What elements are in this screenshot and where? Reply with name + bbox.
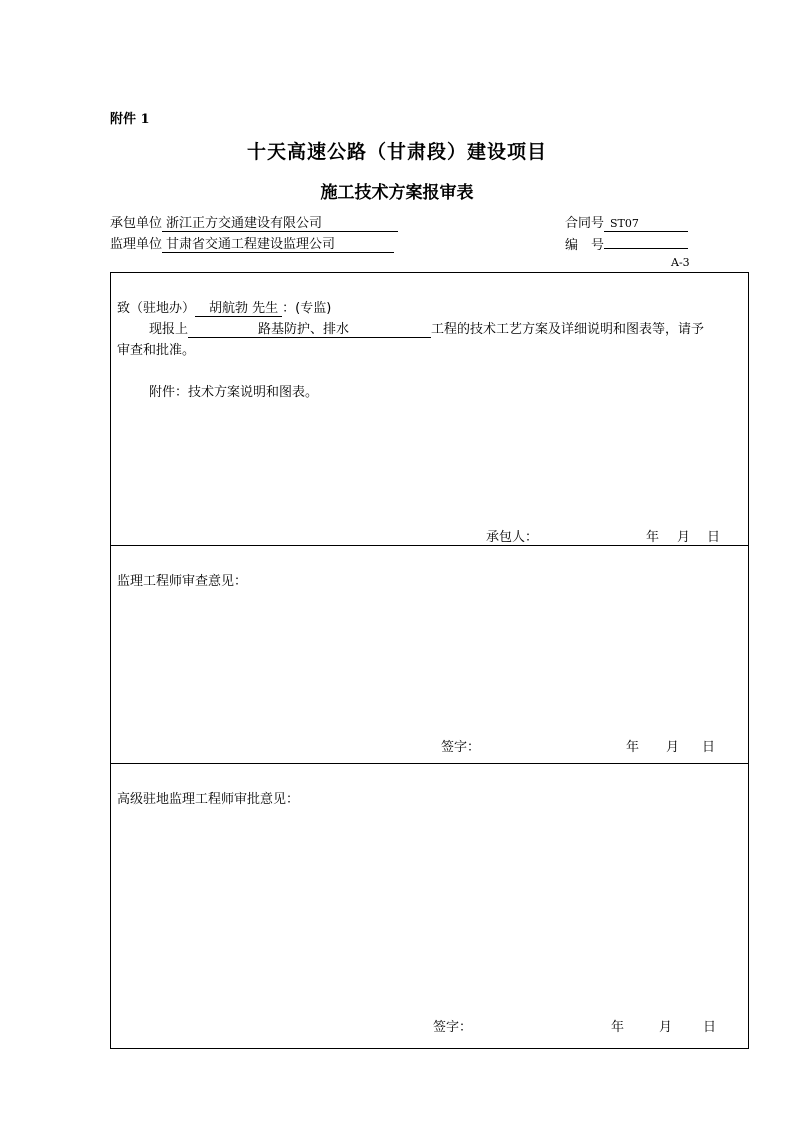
date-year: 年 <box>646 530 660 545</box>
page-title: 十天高速公路（甘肃段）建设项目 <box>246 141 547 163</box>
report-line <box>149 318 704 338</box>
engineer-review-heading: 监理工程师审查意见： <box>117 574 248 589</box>
date-year: 年 <box>611 1020 625 1035</box>
serial-no-label: 编 号 <box>565 238 605 253</box>
contract-no-label: 合同号 <box>565 216 605 231</box>
serial-no-row <box>565 233 688 253</box>
section-contractor-submission <box>111 273 749 546</box>
date-day: 日 <box>702 740 716 755</box>
date-month: 月 <box>677 530 691 545</box>
senior-sign-label: 签字： <box>433 1020 473 1035</box>
report-suffix: 工程的技术工艺方案及详细说明和图表等，请予 <box>431 322 705 337</box>
addressee-name: 胡航勃 先生 <box>195 301 282 317</box>
report-line-2: 审查和批准。 <box>117 343 196 358</box>
supervisor-label: 监理单位 <box>110 237 163 252</box>
supervisor-row <box>110 233 394 253</box>
section-senior-approval <box>111 764 749 1049</box>
project-name: 路基防护、排水 <box>188 322 431 338</box>
senior-approval-heading: 高级驻地监理工程师审批意见： <box>117 792 300 807</box>
section-engineer-review <box>111 546 749 764</box>
date-month: 月 <box>666 740 680 755</box>
attachment-note: 附件：技术方案说明和图表。 <box>149 385 319 400</box>
engineer-sign-label: 签字： <box>441 740 481 755</box>
supervisor-value: 甘肃省交通工程建设监理公司 <box>162 237 394 253</box>
date-year: 年 <box>626 740 640 755</box>
serial-no-value <box>604 233 688 249</box>
addressee-prefix: 致（驻地办） <box>117 301 196 316</box>
review-form-table <box>110 272 749 1049</box>
attachment-label: 附件 1 <box>110 112 150 127</box>
report-prefix: 现报上 <box>149 322 189 337</box>
contractor-value: 浙江正方交通建设有限公司 <box>162 216 398 232</box>
date-day: 日 <box>703 1020 717 1035</box>
contract-no-value: ST07 <box>604 216 688 232</box>
form-code: A-3 <box>671 256 690 269</box>
addressee-line <box>117 297 331 317</box>
contractor-label: 承包单位 <box>110 216 163 231</box>
contract-no-row <box>565 212 688 232</box>
date-day: 日 <box>707 530 721 545</box>
form-title: 施工技术方案报审表 <box>320 183 474 203</box>
addressee-suffix: ：(专监) <box>282 301 332 316</box>
date-month: 月 <box>659 1020 673 1035</box>
contractor-signer-label: 承包人： <box>486 530 539 545</box>
contractor-row <box>110 212 398 232</box>
